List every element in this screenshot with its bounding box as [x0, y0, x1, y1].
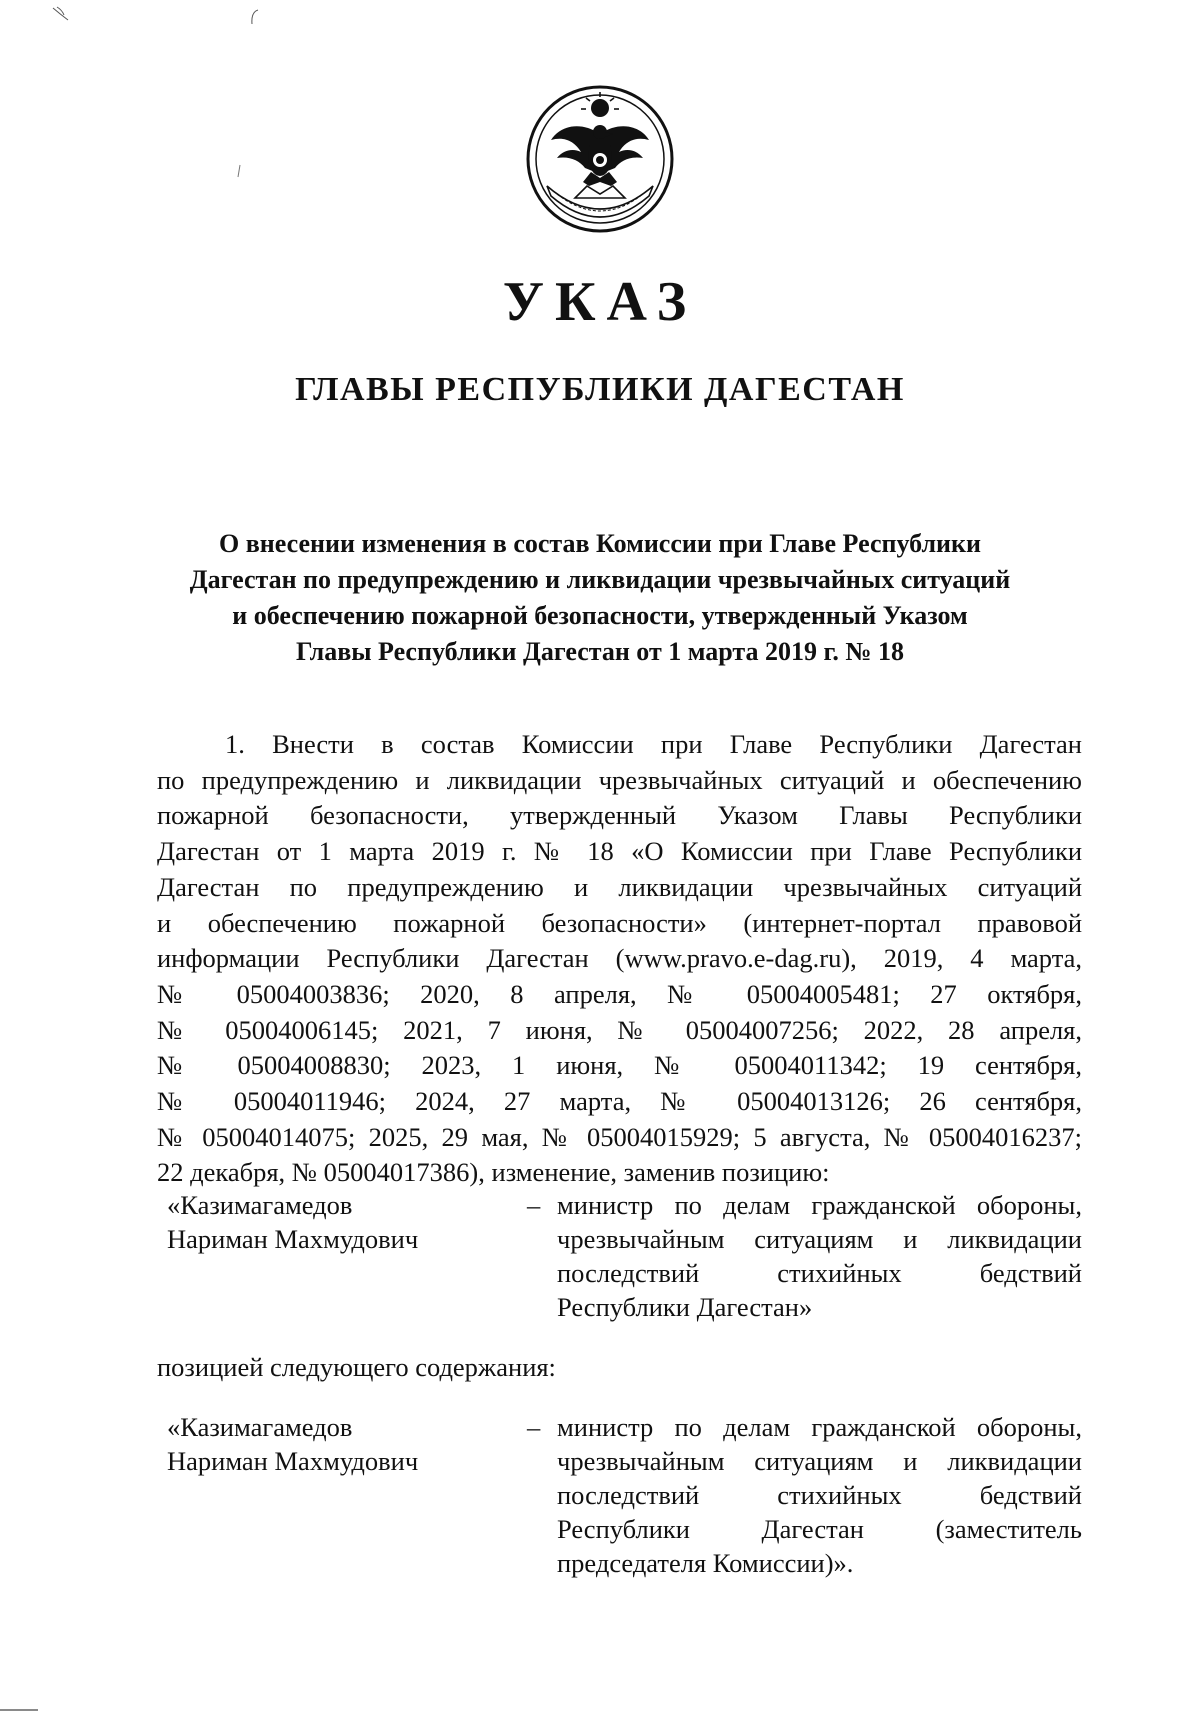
subject-line: О внесении изменения в состав Комиссии при Главе Республики: [219, 529, 981, 558]
description-line: Республики Дагестан (заместитель: [557, 1514, 1082, 1544]
dagestan-coat-of-arms-icon: [523, 82, 677, 236]
scan-artifact: [248, 8, 260, 26]
description-line: председателя Комиссии)».: [557, 1548, 854, 1578]
position-person-name: [167, 1188, 487, 1256]
description-line: чрезвычайным ситуациям и ликвидации: [557, 1446, 1082, 1476]
description-line: министр по делам гражданской обороны,: [557, 1412, 1082, 1442]
name-line: Нариман Махмудович: [167, 1224, 419, 1254]
main-paragraph: [157, 727, 1082, 1191]
paragraph-line: № 05004008830; 2023, 1 июня, № 05004011342; 19 сентября,: [157, 1050, 1082, 1081]
paragraph-line: Дагестан от 1 марта 2019 г. № 18 «О Комиссии при Главе Республики: [157, 836, 1082, 867]
subject-line: Главы Республики Дагестан от 1 марта 2019 г. № 18: [296, 637, 904, 666]
subject-line: Дагестан по предупреждению и ликвидации чрезвычайных ситуаций: [189, 565, 1011, 594]
name-line: «Казимагамедов: [167, 1190, 353, 1220]
description-line: Республики Дагестан»: [557, 1292, 813, 1322]
description-line: министр по делам гражданской обороны,: [557, 1190, 1082, 1220]
description-line: последствий стихийных бедствий: [557, 1258, 1082, 1288]
paragraph-line: 22 декабря, № 05004017386), изменение, заменив позицию:: [157, 1157, 830, 1188]
description-line: последствий стихийных бедствий: [557, 1480, 1082, 1510]
paragraph-line: по предупреждению и ликвидации чрезвычайных ситуаций и обеспечению: [157, 764, 1082, 795]
paragraph-line: Дагестан по предупреждению и ликвидации чрезвычайных ситуаций: [157, 871, 1082, 902]
paragraph-line: № 05004014075; 2025, 29 мая, № 05004015929; 5 августа, № 05004016237;: [157, 1121, 1082, 1152]
document-title: УКАЗ: [502, 271, 698, 333]
position-description: [557, 1410, 1082, 1580]
coat-of-arms-emblem: [523, 82, 677, 236]
scan-artifact: [52, 6, 74, 24]
document-issuer: ГЛАВЫ РЕСПУБЛИКИ ДАГЕСТАН: [295, 371, 905, 408]
scan-artifact: [0, 1700, 40, 1706]
name-line: Нариман Махмудович: [167, 1446, 419, 1476]
position-description: [557, 1188, 1082, 1324]
paragraph-line: и обеспечению пожарной безопасности» (интернет-портал правовой: [157, 907, 1082, 938]
paragraph-line: № 05004003836; 2020, 8 апреля, № 05004005481; 27 октября,: [157, 978, 1082, 1009]
paragraph-line: № 05004011946; 2024, 27 марта, № 05004013126; 26 сентября,: [157, 1086, 1082, 1117]
paragraph-line: 1. Внести в состав Комиссии при Главе Республики Дагестан: [225, 729, 1082, 759]
scan-artifact: [236, 164, 242, 178]
paragraph-line: информации Республики Дагестан (www.pravo.e-dag.ru), 2019, 4 марта,: [157, 943, 1082, 974]
position-dash: –: [527, 1412, 541, 1442]
position-dash: –: [527, 1190, 541, 1220]
paragraph-line: № 05004006145; 2021, 7 июня, № 05004007256; 2022, 28 апреля,: [157, 1014, 1082, 1045]
name-line: «Казимагамедов: [167, 1412, 353, 1442]
paragraph-line: пожарной безопасности, утвержденный Указом Главы Республики: [157, 800, 1082, 831]
subject-line: и обеспечению пожарной безопасности, утвержденный Указом: [232, 601, 968, 630]
position-person-name: [167, 1410, 487, 1478]
description-line: чрезвычайным ситуациям и ликвидации: [557, 1224, 1082, 1254]
decree-subject: [150, 526, 1050, 670]
replacement-intro: позицией следующего содержания:: [157, 1352, 556, 1382]
